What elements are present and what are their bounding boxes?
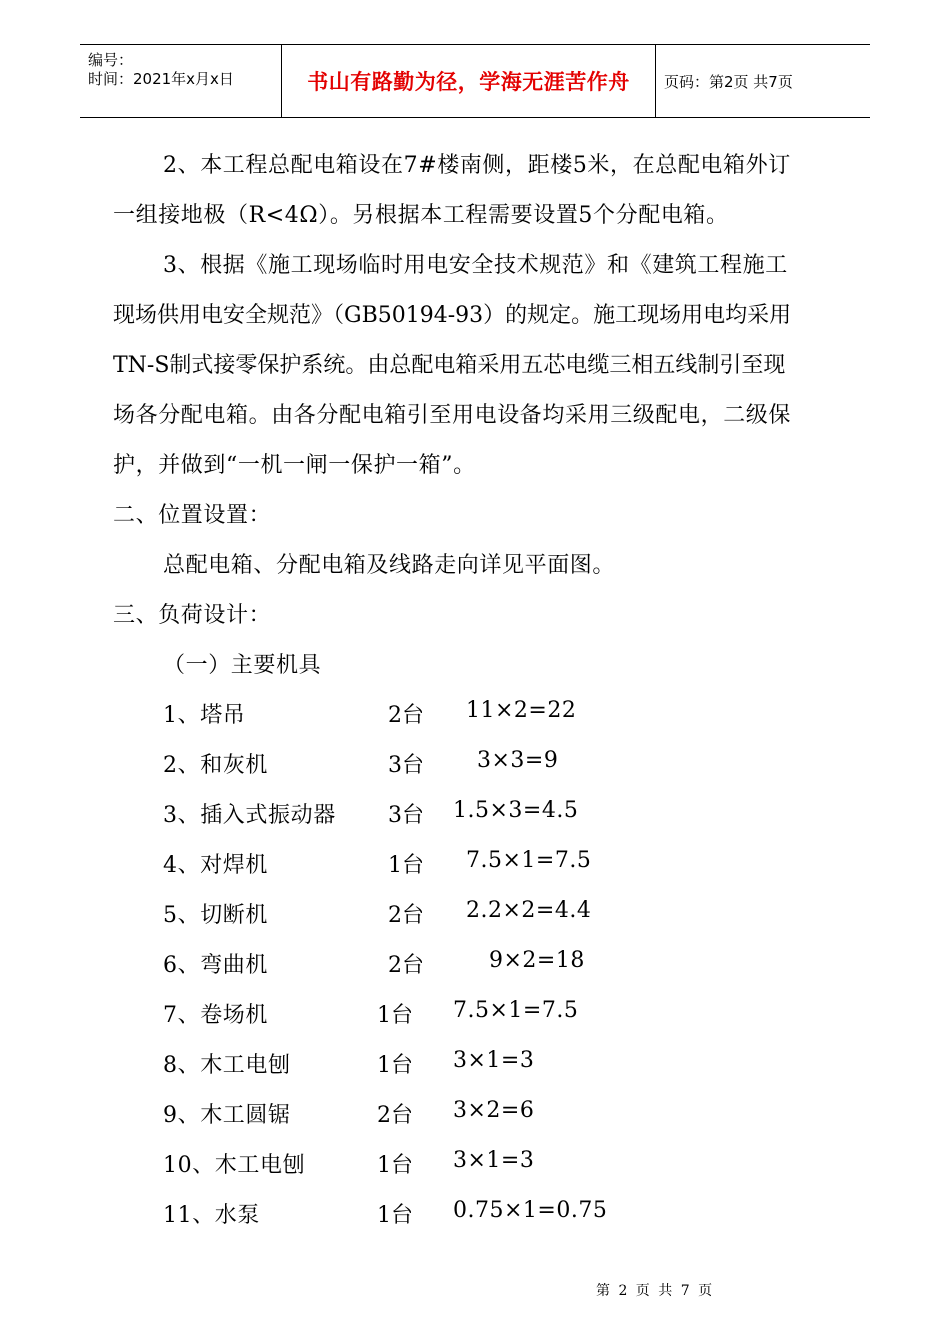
equipment-name: 3、插入式振动器 — [163, 803, 336, 828]
equipment-name: 7、卷场机 — [163, 1003, 268, 1028]
equipment-qty: 1台 — [388, 853, 424, 878]
equipment-calc: 1.5×3=4.5 — [453, 798, 579, 823]
equipment-calc: 9×2=18 — [489, 948, 585, 973]
equipment-qty: 2台 — [388, 953, 424, 978]
equipment-name: 6、弯曲机 — [163, 953, 268, 978]
header-divider — [655, 45, 656, 117]
document-time-label: 时间：2021年x月x日 — [88, 70, 234, 88]
equipment-qty: 1台 — [377, 1153, 413, 1178]
paragraph-line: 场各分配电箱。由各分配电箱引至用电设备均采用三级配电，二级保 — [113, 403, 792, 428]
paragraph-line: 总配电箱、分配电箱及线路走向详见平面图。 — [163, 553, 616, 578]
equipment-calc: 7.5×1=7.5 — [466, 848, 592, 873]
document-number-label: 编号： — [88, 51, 134, 69]
equipment-qty: 3台 — [388, 803, 424, 828]
paragraph-line: 2、本工程总配电箱设在7#楼南侧，距楼5米，在总配电箱外订 — [163, 153, 791, 178]
equipment-name: 11、水泵 — [163, 1203, 260, 1228]
equipment-name: 4、对焊机 — [163, 853, 268, 878]
header-meta — [88, 51, 234, 89]
paragraph-line: 3、根据《施工现场临时用电安全技术规范》和《建筑工程施工 — [163, 253, 788, 278]
equipment-name: 8、木工电刨 — [163, 1053, 291, 1078]
equipment-qty: 2台 — [388, 703, 424, 728]
page-header — [80, 44, 870, 118]
equipment-calc: 7.5×1=7.5 — [453, 998, 579, 1023]
paragraph-line: TN-S制式接零保护系统。由总配电箱采用五芯电缆三相五线制引至现 — [113, 353, 786, 378]
equipment-calc: 3×1=3 — [453, 1148, 535, 1173]
equipment-calc: 11×2=22 — [466, 698, 577, 723]
equipment-calc: 2.2×2=4.4 — [466, 898, 592, 923]
equipment-name: 5、切断机 — [163, 903, 268, 928]
equipment-qty: 2台 — [377, 1103, 413, 1128]
equipment-calc: 3×3=9 — [477, 748, 559, 773]
page-footer: 第 2 页 共 7 页 — [596, 1283, 715, 1299]
equipment-qty: 1台 — [377, 1203, 413, 1228]
section-heading: 二、位置设置： — [113, 503, 272, 528]
subsection-heading: （一）主要机具 — [163, 653, 322, 678]
equipment-calc: 0.75×1=0.75 — [453, 1198, 608, 1223]
section-heading: 三、负荷设计： — [113, 603, 272, 628]
header-divider — [281, 45, 282, 117]
equipment-name: 9、木工圆锯 — [163, 1103, 291, 1128]
equipment-qty: 2台 — [388, 903, 424, 928]
equipment-name: 10、木工电刨 — [163, 1153, 306, 1178]
header-page-info: 页码：第2页 共7页 — [664, 72, 793, 91]
equipment-name: 2、和灰机 — [163, 753, 268, 778]
equipment-qty: 1台 — [377, 1053, 413, 1078]
header-motto: 书山有路勤为径，学海无涯苦作舟 — [307, 70, 630, 94]
equipment-qty: 1台 — [377, 1003, 413, 1028]
paragraph-line: 现场供用电安全规范》（GB50194-93）的规定。施工现场用电均采用 — [113, 303, 792, 328]
paragraph-line: 一组接地极（R<4Ω）。另根据本工程需要设置5个分配电箱。 — [113, 203, 729, 228]
equipment-calc: 3×1=3 — [453, 1048, 535, 1073]
equipment-calc: 3×2=6 — [453, 1098, 535, 1123]
equipment-qty: 3台 — [388, 753, 424, 778]
equipment-name: 1、塔吊 — [163, 703, 246, 728]
paragraph-line: 护，并做到“一机一闸一保护一箱”。 — [113, 453, 476, 478]
